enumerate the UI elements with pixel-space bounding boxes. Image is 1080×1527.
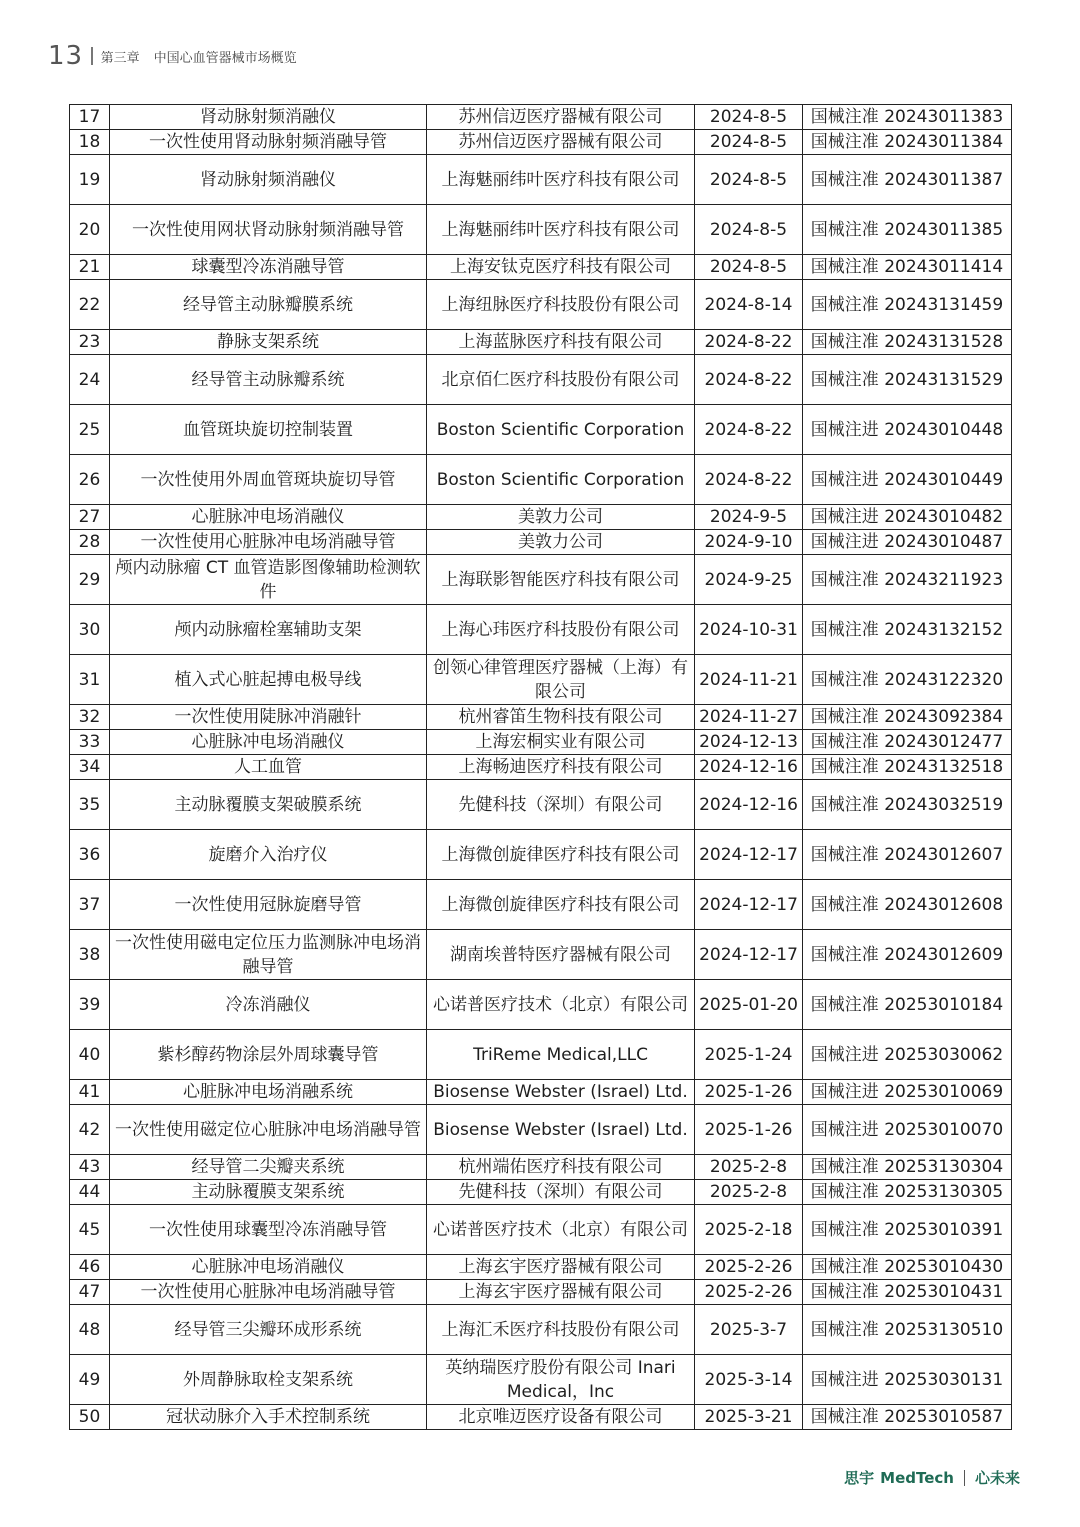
cell-number: 25 xyxy=(70,405,110,455)
cell-number: 38 xyxy=(70,930,110,980)
cell-product-name: 植入式心脏起搏电极导线 xyxy=(110,655,427,705)
brand-name-en: MedTech xyxy=(880,1468,954,1487)
table-row xyxy=(70,730,1012,755)
table-row xyxy=(70,980,1012,1030)
cell-company: 上海蓝脉医疗科技有限公司 xyxy=(427,330,695,355)
cell-number: 19 xyxy=(70,155,110,205)
cell-product-name: 经导管主动脉瓣膜系统 xyxy=(110,280,427,330)
cell-approval-date: 2024-12-17 xyxy=(695,880,803,930)
cell-company: 苏州信迈医疗器械有限公司 xyxy=(427,105,695,130)
cell-registration-no: 国械注准 20243211923 xyxy=(803,555,1012,605)
cell-number: 45 xyxy=(70,1205,110,1255)
cell-product-name: 心脏脉冲电场消融仪 xyxy=(110,505,427,530)
table-row xyxy=(70,780,1012,830)
cell-company: 北京佰仁医疗科技股份有限公司 xyxy=(427,355,695,405)
cell-approval-date: 2024-8-22 xyxy=(695,455,803,505)
cell-product-name: 紫杉醇药物涂层外周球囊导管 xyxy=(110,1030,427,1080)
cell-product-name: 一次性使用网状肾动脉射频消融导管 xyxy=(110,205,427,255)
table-row xyxy=(70,1155,1012,1180)
cell-company: 上海微创旋律医疗科技有限公司 xyxy=(427,830,695,880)
cell-approval-date: 2025-2-18 xyxy=(695,1205,803,1255)
table-row xyxy=(70,155,1012,205)
cell-product-name: 一次性使用肾动脉射频消融导管 xyxy=(110,130,427,155)
cell-approval-date: 2024-8-5 xyxy=(695,205,803,255)
table-row xyxy=(70,605,1012,655)
cell-registration-no: 国械注准 20243131528 xyxy=(803,330,1012,355)
cell-number: 18 xyxy=(70,130,110,155)
brand-slogan: 心未来 xyxy=(974,1469,1020,1487)
cell-approval-date: 2024-8-22 xyxy=(695,405,803,455)
cell-product-name: 冠状动脉介入手术控制系统 xyxy=(110,1405,427,1430)
cell-approval-date: 2024-12-17 xyxy=(695,930,803,980)
cell-number: 34 xyxy=(70,755,110,780)
cell-company: 杭州睿笛生物科技有限公司 xyxy=(427,705,695,730)
cell-product-name: 肾动脉射频消融仪 xyxy=(110,155,427,205)
table-row xyxy=(70,1405,1012,1430)
cell-registration-no: 国械注进 20243010487 xyxy=(803,530,1012,555)
table-row xyxy=(70,1255,1012,1280)
table-row xyxy=(70,205,1012,255)
cell-company: 上海纽脉医疗科技股份有限公司 xyxy=(427,280,695,330)
cell-registration-no: 国械注准 20253010430 xyxy=(803,1255,1012,1280)
cell-registration-no: 国械注进 20253030131 xyxy=(803,1355,1012,1405)
cell-registration-no: 国械注准 20243011383 xyxy=(803,105,1012,130)
cell-number: 23 xyxy=(70,330,110,355)
cell-approval-date: 2024-8-22 xyxy=(695,330,803,355)
cell-registration-no: 国械注准 20253010587 xyxy=(803,1405,1012,1430)
cell-company: 先健科技（深圳）有限公司 xyxy=(427,780,695,830)
cell-approval-date: 2024-9-5 xyxy=(695,505,803,530)
cell-approval-date: 2025-1-26 xyxy=(695,1080,803,1105)
cell-approval-date: 2025-3-14 xyxy=(695,1355,803,1405)
cell-product-name: 一次性使用陡脉冲消融针 xyxy=(110,705,427,730)
cell-company: TriReme Medical,LLC xyxy=(427,1030,695,1080)
cell-company: Biosense Webster (Israel) Ltd. xyxy=(427,1105,695,1155)
cell-approval-date: 2024-9-10 xyxy=(695,530,803,555)
cell-company: 上海玄宇医疗器械有限公司 xyxy=(427,1280,695,1305)
cell-approval-date: 2025-2-26 xyxy=(695,1280,803,1305)
cell-company: 苏州信迈医疗器械有限公司 xyxy=(427,130,695,155)
table-row xyxy=(70,1305,1012,1355)
cell-company: 上海安钛克医疗科技有限公司 xyxy=(427,255,695,280)
table-row xyxy=(70,1355,1012,1405)
cell-number: 48 xyxy=(70,1305,110,1355)
table-row xyxy=(70,1180,1012,1205)
cell-registration-no: 国械注准 20243132518 xyxy=(803,755,1012,780)
cell-product-name: 冷冻消融仪 xyxy=(110,980,427,1030)
cell-registration-no: 国械注进 20243010448 xyxy=(803,405,1012,455)
cell-number: 50 xyxy=(70,1405,110,1430)
cell-registration-no: 国械注进 20253030062 xyxy=(803,1030,1012,1080)
registration-table-body xyxy=(70,105,1012,1430)
cell-registration-no: 国械注准 20243132152 xyxy=(803,605,1012,655)
cell-company: 心诺普医疗技术（北京）有限公司 xyxy=(427,1205,695,1255)
cell-number: 37 xyxy=(70,880,110,930)
cell-approval-date: 2024-10-31 xyxy=(695,605,803,655)
cell-product-name: 心脏脉冲电场消融系统 xyxy=(110,1080,427,1105)
cell-company: 上海魅丽纬叶医疗科技有限公司 xyxy=(427,205,695,255)
cell-product-name: 一次性使用外周血管斑块旋切导管 xyxy=(110,455,427,505)
table-row xyxy=(70,530,1012,555)
cell-registration-no: 国械注准 20243011384 xyxy=(803,130,1012,155)
table-row xyxy=(70,455,1012,505)
cell-company: 创领心律管理医疗器械（上海）有限公司 xyxy=(427,655,695,705)
cell-number: 47 xyxy=(70,1280,110,1305)
cell-number: 49 xyxy=(70,1355,110,1405)
cell-registration-no: 国械注准 20243011385 xyxy=(803,205,1012,255)
cell-number: 39 xyxy=(70,980,110,1030)
footer-divider xyxy=(964,1470,965,1486)
cell-product-name: 血管斑块旋切控制装置 xyxy=(110,405,427,455)
cell-registration-no: 国械注准 20253130304 xyxy=(803,1155,1012,1180)
table-row xyxy=(70,355,1012,405)
cell-registration-no: 国械注准 20243012609 xyxy=(803,930,1012,980)
cell-registration-no: 国械注进 20243010449 xyxy=(803,455,1012,505)
cell-company: 北京唯迈医疗设备有限公司 xyxy=(427,1405,695,1430)
cell-number: 33 xyxy=(70,730,110,755)
cell-product-name: 心脏脉冲电场消融仪 xyxy=(110,1255,427,1280)
cell-registration-no: 国械注准 20253010431 xyxy=(803,1280,1012,1305)
cell-number: 27 xyxy=(70,505,110,530)
cell-number: 36 xyxy=(70,830,110,880)
cell-company: 上海宏桐实业有限公司 xyxy=(427,730,695,755)
cell-number: 44 xyxy=(70,1180,110,1205)
table-row xyxy=(70,1080,1012,1105)
cell-company: Boston Scientific Corporation xyxy=(427,455,695,505)
cell-registration-no: 国械注准 20253130510 xyxy=(803,1305,1012,1355)
cell-approval-date: 2024-8-5 xyxy=(695,255,803,280)
cell-product-name: 主动脉覆膜支架系统 xyxy=(110,1180,427,1205)
page-number: 13 xyxy=(48,41,84,71)
cell-number: 29 xyxy=(70,555,110,605)
cell-registration-no: 国械注准 20243011414 xyxy=(803,255,1012,280)
table-row xyxy=(70,1280,1012,1305)
cell-product-name: 一次性使用球囊型冷冻消融导管 xyxy=(110,1205,427,1255)
cell-product-name: 人工血管 xyxy=(110,755,427,780)
cell-approval-date: 2025-2-8 xyxy=(695,1155,803,1180)
cell-product-name: 肾动脉射频消融仪 xyxy=(110,105,427,130)
table-row xyxy=(70,130,1012,155)
cell-approval-date: 2025-1-24 xyxy=(695,1030,803,1080)
cell-product-name: 球囊型冷冻消融导管 xyxy=(110,255,427,280)
cell-product-name: 经导管二尖瓣夹系统 xyxy=(110,1155,427,1180)
cell-registration-no: 国械注进 20253010069 xyxy=(803,1080,1012,1105)
header-divider xyxy=(91,47,93,65)
brand-name-cn: 思宇 xyxy=(844,1469,875,1487)
cell-number: 41 xyxy=(70,1080,110,1105)
cell-product-name: 经导管主动脉瓣系统 xyxy=(110,355,427,405)
cell-approval-date: 2025-3-7 xyxy=(695,1305,803,1355)
page-header xyxy=(48,40,297,72)
cell-company: 杭州端佑医疗科技有限公司 xyxy=(427,1155,695,1180)
cell-approval-date: 2024-11-21 xyxy=(695,655,803,705)
cell-registration-no: 国械注准 20243012608 xyxy=(803,880,1012,930)
chapter-title: 中国心血管器械市场概览 xyxy=(153,50,297,66)
cell-registration-no: 国械注进 20243010482 xyxy=(803,505,1012,530)
cell-approval-date: 2024-8-5 xyxy=(695,130,803,155)
cell-product-name: 旋磨介入治疗仪 xyxy=(110,830,427,880)
cell-approval-date: 2025-01-20 xyxy=(695,980,803,1030)
cell-product-name: 一次性使用心脏脉冲电场消融导管 xyxy=(110,530,427,555)
cell-company: 上海畅迪医疗科技有限公司 xyxy=(427,755,695,780)
table-row xyxy=(70,405,1012,455)
cell-company: 美敦力公司 xyxy=(427,505,695,530)
table-row xyxy=(70,705,1012,730)
table-row xyxy=(70,555,1012,605)
cell-registration-no: 国械注准 20243122320 xyxy=(803,655,1012,705)
chapter-label: 第三章 xyxy=(100,50,140,66)
cell-product-name: 一次性使用磁定位心脏脉冲电场消融导管 xyxy=(110,1105,427,1155)
cell-registration-no: 国械注准 20253010391 xyxy=(803,1205,1012,1255)
cell-product-name: 静脉支架系统 xyxy=(110,330,427,355)
cell-number: 32 xyxy=(70,705,110,730)
cell-number: 35 xyxy=(70,780,110,830)
cell-approval-date: 2025-2-8 xyxy=(695,1180,803,1205)
cell-number: 31 xyxy=(70,655,110,705)
cell-registration-no: 国械注准 20243011387 xyxy=(803,155,1012,205)
cell-product-name: 一次性使用心脏脉冲电场消融导管 xyxy=(110,1280,427,1305)
cell-company: 湖南埃普特医疗器械有限公司 xyxy=(427,930,695,980)
cell-registration-no: 国械注准 20243012607 xyxy=(803,830,1012,880)
cell-company: 上海微创旋律医疗科技有限公司 xyxy=(427,880,695,930)
cell-approval-date: 2024-12-13 xyxy=(695,730,803,755)
cell-registration-no: 国械注进 20253010070 xyxy=(803,1105,1012,1155)
cell-company: 美敦力公司 xyxy=(427,530,695,555)
cell-approval-date: 2024-8-14 xyxy=(695,280,803,330)
cell-number: 24 xyxy=(70,355,110,405)
cell-number: 46 xyxy=(70,1255,110,1280)
cell-number: 28 xyxy=(70,530,110,555)
cell-registration-no: 国械注准 20253010184 xyxy=(803,980,1012,1030)
table-row xyxy=(70,1205,1012,1255)
cell-number: 40 xyxy=(70,1030,110,1080)
cell-product-name: 外周静脉取栓支架系统 xyxy=(110,1355,427,1405)
table-row xyxy=(70,755,1012,780)
cell-approval-date: 2024-11-27 xyxy=(695,705,803,730)
cell-registration-no: 国械注准 20243032519 xyxy=(803,780,1012,830)
cell-approval-date: 2025-1-26 xyxy=(695,1105,803,1155)
cell-registration-no: 国械注准 20253130305 xyxy=(803,1180,1012,1205)
cell-number: 30 xyxy=(70,605,110,655)
cell-number: 21 xyxy=(70,255,110,280)
table-row xyxy=(70,655,1012,705)
table-row xyxy=(70,1030,1012,1080)
cell-approval-date: 2025-2-26 xyxy=(695,1255,803,1280)
table-row xyxy=(70,255,1012,280)
cell-product-name: 经导管三尖瓣环成形系统 xyxy=(110,1305,427,1355)
table-row xyxy=(70,505,1012,530)
cell-approval-date: 2024-8-5 xyxy=(695,105,803,130)
registration-table xyxy=(69,104,1012,1430)
cell-product-name: 心脏脉冲电场消融仪 xyxy=(110,730,427,755)
cell-product-name: 一次性使用磁电定位压力监测脉冲电场消融导管 xyxy=(110,930,427,980)
cell-company: 上海心玮医疗科技股份有限公司 xyxy=(427,605,695,655)
cell-company: 上海汇禾医疗科技股份有限公司 xyxy=(427,1305,695,1355)
table-row xyxy=(70,330,1012,355)
table-row xyxy=(70,1105,1012,1155)
cell-approval-date: 2024-9-25 xyxy=(695,555,803,605)
cell-company: 心诺普医疗技术（北京）有限公司 xyxy=(427,980,695,1030)
table-row xyxy=(70,830,1012,880)
cell-approval-date: 2024-12-17 xyxy=(695,830,803,880)
cell-approval-date: 2024-12-16 xyxy=(695,755,803,780)
cell-number: 20 xyxy=(70,205,110,255)
cell-number: 26 xyxy=(70,455,110,505)
cell-number: 17 xyxy=(70,105,110,130)
page-footer xyxy=(844,1467,1020,1488)
cell-company: 英纳瑞医疗股份有限公司 Inari Medical，Inc xyxy=(427,1355,695,1405)
cell-company: 先健科技（深圳）有限公司 xyxy=(427,1180,695,1205)
cell-company: Biosense Webster (Israel) Ltd. xyxy=(427,1080,695,1105)
table-row xyxy=(70,105,1012,130)
cell-registration-no: 国械注准 20243012477 xyxy=(803,730,1012,755)
cell-company: 上海玄宇医疗器械有限公司 xyxy=(427,1255,695,1280)
cell-number: 42 xyxy=(70,1105,110,1155)
cell-product-name: 颅内动脉瘤栓塞辅助支架 xyxy=(110,605,427,655)
table-row xyxy=(70,280,1012,330)
cell-product-name: 一次性使用冠脉旋磨导管 xyxy=(110,880,427,930)
table-row xyxy=(70,880,1012,930)
table-row xyxy=(70,930,1012,980)
cell-registration-no: 国械注准 20243131459 xyxy=(803,280,1012,330)
cell-registration-no: 国械注准 20243131529 xyxy=(803,355,1012,405)
cell-company: Boston Scientific Corporation xyxy=(427,405,695,455)
cell-approval-date: 2025-3-21 xyxy=(695,1405,803,1430)
cell-number: 22 xyxy=(70,280,110,330)
cell-approval-date: 2024-12-16 xyxy=(695,780,803,830)
cell-product-name: 颅内动脉瘤 CT 血管造影图像辅助检测软件 xyxy=(110,555,427,605)
cell-company: 上海联影智能医疗科技有限公司 xyxy=(427,555,695,605)
cell-number: 43 xyxy=(70,1155,110,1180)
cell-product-name: 主动脉覆膜支架破膜系统 xyxy=(110,780,427,830)
cell-approval-date: 2024-8-5 xyxy=(695,155,803,205)
cell-approval-date: 2024-8-22 xyxy=(695,355,803,405)
cell-registration-no: 国械注准 20243092384 xyxy=(803,705,1012,730)
cell-company: 上海魅丽纬叶医疗科技有限公司 xyxy=(427,155,695,205)
